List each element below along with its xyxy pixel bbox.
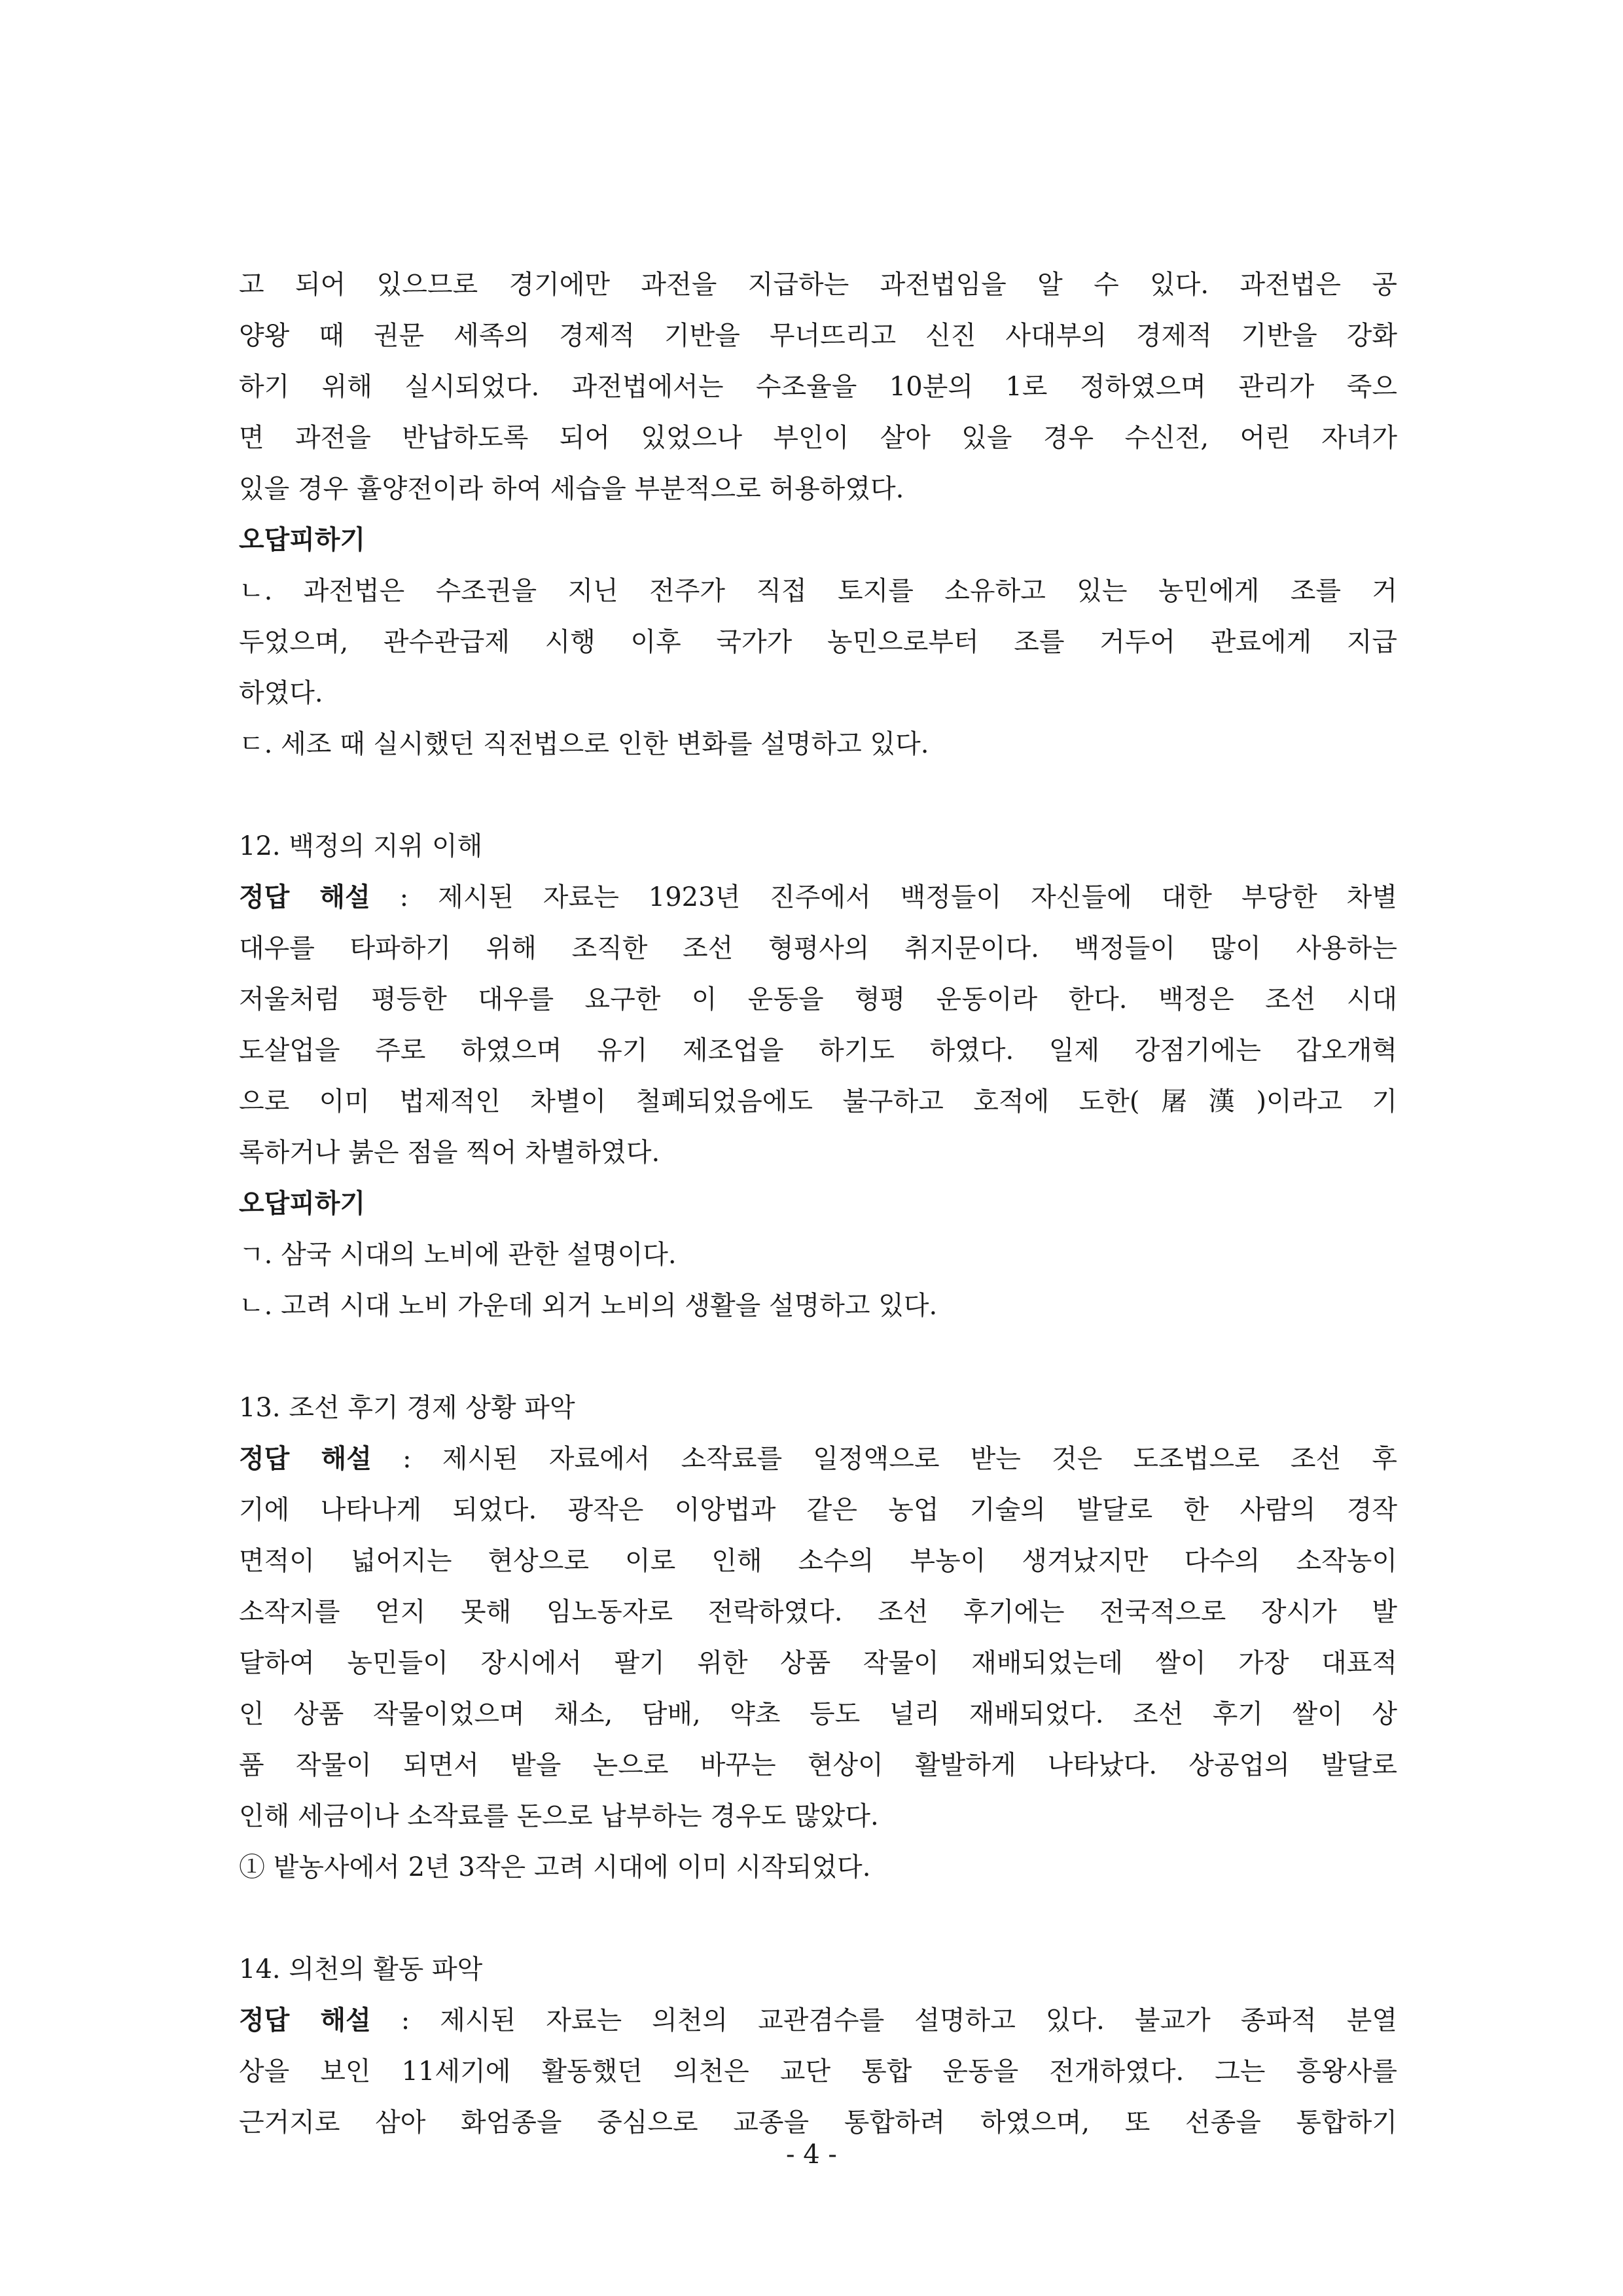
answer-first-line	[239, 1995, 1397, 2046]
paragraph-line: 인해 세금이나 소작료를 돈으로 납부하는 경우도 많았다.	[239, 1801, 879, 1831]
paragraph-line: 상을 보인 11세기에 활동했던 의천은 교단 통합 운동을 전개하였다. 그는 흥왕사를	[239, 2056, 1397, 2087]
paragraph-line: 록하거나 붉은 점을 찍어 차별하였다.	[239, 1138, 660, 1168]
paragraph-line: 있을 경우 휼양전이라 하여 세습을 부분적으로 허용하였다.	[239, 474, 904, 504]
section-title: 14. 의천의 활동 파악	[239, 1954, 483, 1984]
section-gap	[239, 1331, 1397, 1382]
paragraph-line: 소작지를 얻지 못해 임노동자로 전락하였다. 조선 후기에는 전국적으로 장시가 발	[239, 1597, 1397, 1627]
paragraph-line: 도살업을 주로 하였으며 유기 제조업을 하기도 하였다. 일제 강점기에는 갑오개혁	[239, 1035, 1397, 1066]
section-14	[239, 1944, 1397, 2148]
paragraph-line: 면적이 넓어지는 현상으로 이로 인해 소수의 부농이 생겨났지만 다수의 소작농이	[239, 1546, 1397, 1576]
wrong-answer-heading: 오답피하기	[239, 1188, 366, 1219]
section-gap	[239, 1893, 1397, 1944]
wrong-answer-line: 하였다.	[239, 678, 323, 708]
answer-label: 정답 해설	[239, 882, 370, 912]
paragraph-line: 인 상품 작물이었으며 채소, 담배, 약초 등도 널리 재배되었다. 조선 후기 쌀이 상	[239, 1699, 1397, 1729]
paragraph-line: 하기 위해 실시되었다. 과전법에서는 수조율을 10분의 1로 정하였으며 관리가 죽으	[239, 372, 1397, 402]
wrong-answer-line: ㄱ. 삼국 시대의 노비에 관한 설명이다.	[239, 1240, 677, 1270]
paragraph-line: 고 되어 있으므로 경기에만 과전을 지급하는 과전법임을 알 수 있다. 과전법은 공	[239, 270, 1397, 300]
paragraph-line: 저울처럼 평등한 대우를 요구한 이 운동을 형평 운동이라 한다. 백정은 조선 시대	[239, 984, 1397, 1014]
answer-text: : 제시된 자료는 의천의 교관겸수를 설명하고 있다. 불교가 종파적 분열	[370, 2005, 1397, 2036]
wrong-answer-line: ① 밭농사에서 2년 3작은 고려 시대에 이미 시작되었다.	[239, 1852, 871, 1882]
answer-first-line	[239, 1433, 1397, 1484]
wrong-answer-line: 두었으며, 관수관급제 시행 이후 국가가 농민으로부터 조를 거두어 관료에게 지급	[239, 627, 1397, 657]
paragraph-line: 기에 나타나게 되었다. 광작은 이앙법과 같은 농업 기술의 발달로 한 사람의 경작	[239, 1495, 1397, 1525]
paragraph-line: 양왕 때 권문 세족의 경제적 기반을 무너뜨리고 신진 사대부의 경제적 기반을 강화	[239, 321, 1397, 351]
paragraph-line: 품 작물이 되면서 밭을 논으로 바꾸는 현상이 활발하게 나타났다. 상공업의 발달로	[239, 1750, 1397, 1780]
answer-label: 정답 해설	[239, 1443, 372, 1474]
answer-text: : 제시된 자료는 1923년 진주에서 백정들이 자신들에 대한 부당한 차별	[370, 882, 1397, 912]
paragraph-line: 으로 이미 법제적인 차별이 철폐되었음에도 불구하고 호적에 도한(屠漢)이라고 기	[239, 1086, 1397, 1117]
answer-first-line	[239, 872, 1397, 923]
section-12	[239, 821, 1397, 1331]
wrong-answer-line: ㄴ. 고려 시대 노비 가운데 외거 노비의 생활을 설명하고 있다.	[239, 1291, 938, 1321]
section-title: 13. 조선 후기 경제 상황 파악	[239, 1393, 575, 1423]
section-13	[239, 1382, 1397, 1893]
paragraph-line: 면 과전을 반납하도록 되어 있었으나 부인이 살아 있을 경우 수신전, 어린 자녀가	[239, 423, 1397, 453]
wrong-answer-line: ㄷ. 세조 때 실시했던 직전법으로 인한 변화를 설명하고 있다.	[239, 729, 929, 759]
page-content	[239, 259, 1397, 2148]
paragraph-line: 근거지로 삼아 화엄종을 중심으로 교종을 통합하려 하였으며, 또 선종을 통합하기	[239, 2108, 1397, 2138]
section-gap	[239, 770, 1397, 821]
section-11-continuation	[239, 259, 1397, 770]
page-number: - 4 -	[786, 2140, 837, 2170]
paragraph-line: 대우를 타파하기 위해 조직한 조선 형평사의 취지문이다. 백정들이 많이 사용하는	[239, 933, 1397, 963]
wrong-answer-line: ㄴ. 과전법은 수조권을 지닌 전주가 직접 토지를 소유하고 있는 농민에게 조를 거	[239, 576, 1397, 606]
answer-text: : 제시된 자료에서 소작료를 일정액으로 받는 것은 도조법으로 조선 후	[371, 1444, 1397, 1474]
paragraph-line: 달하여 농민들이 장시에서 팔기 위한 상품 작물이 재배되었는데 쌀이 가장 대표적	[239, 1648, 1397, 1678]
answer-label: 정답 해설	[239, 2005, 371, 2036]
wrong-answer-heading: 오답피하기	[239, 524, 366, 555]
section-title: 12. 백정의 지위 이해	[239, 831, 483, 861]
